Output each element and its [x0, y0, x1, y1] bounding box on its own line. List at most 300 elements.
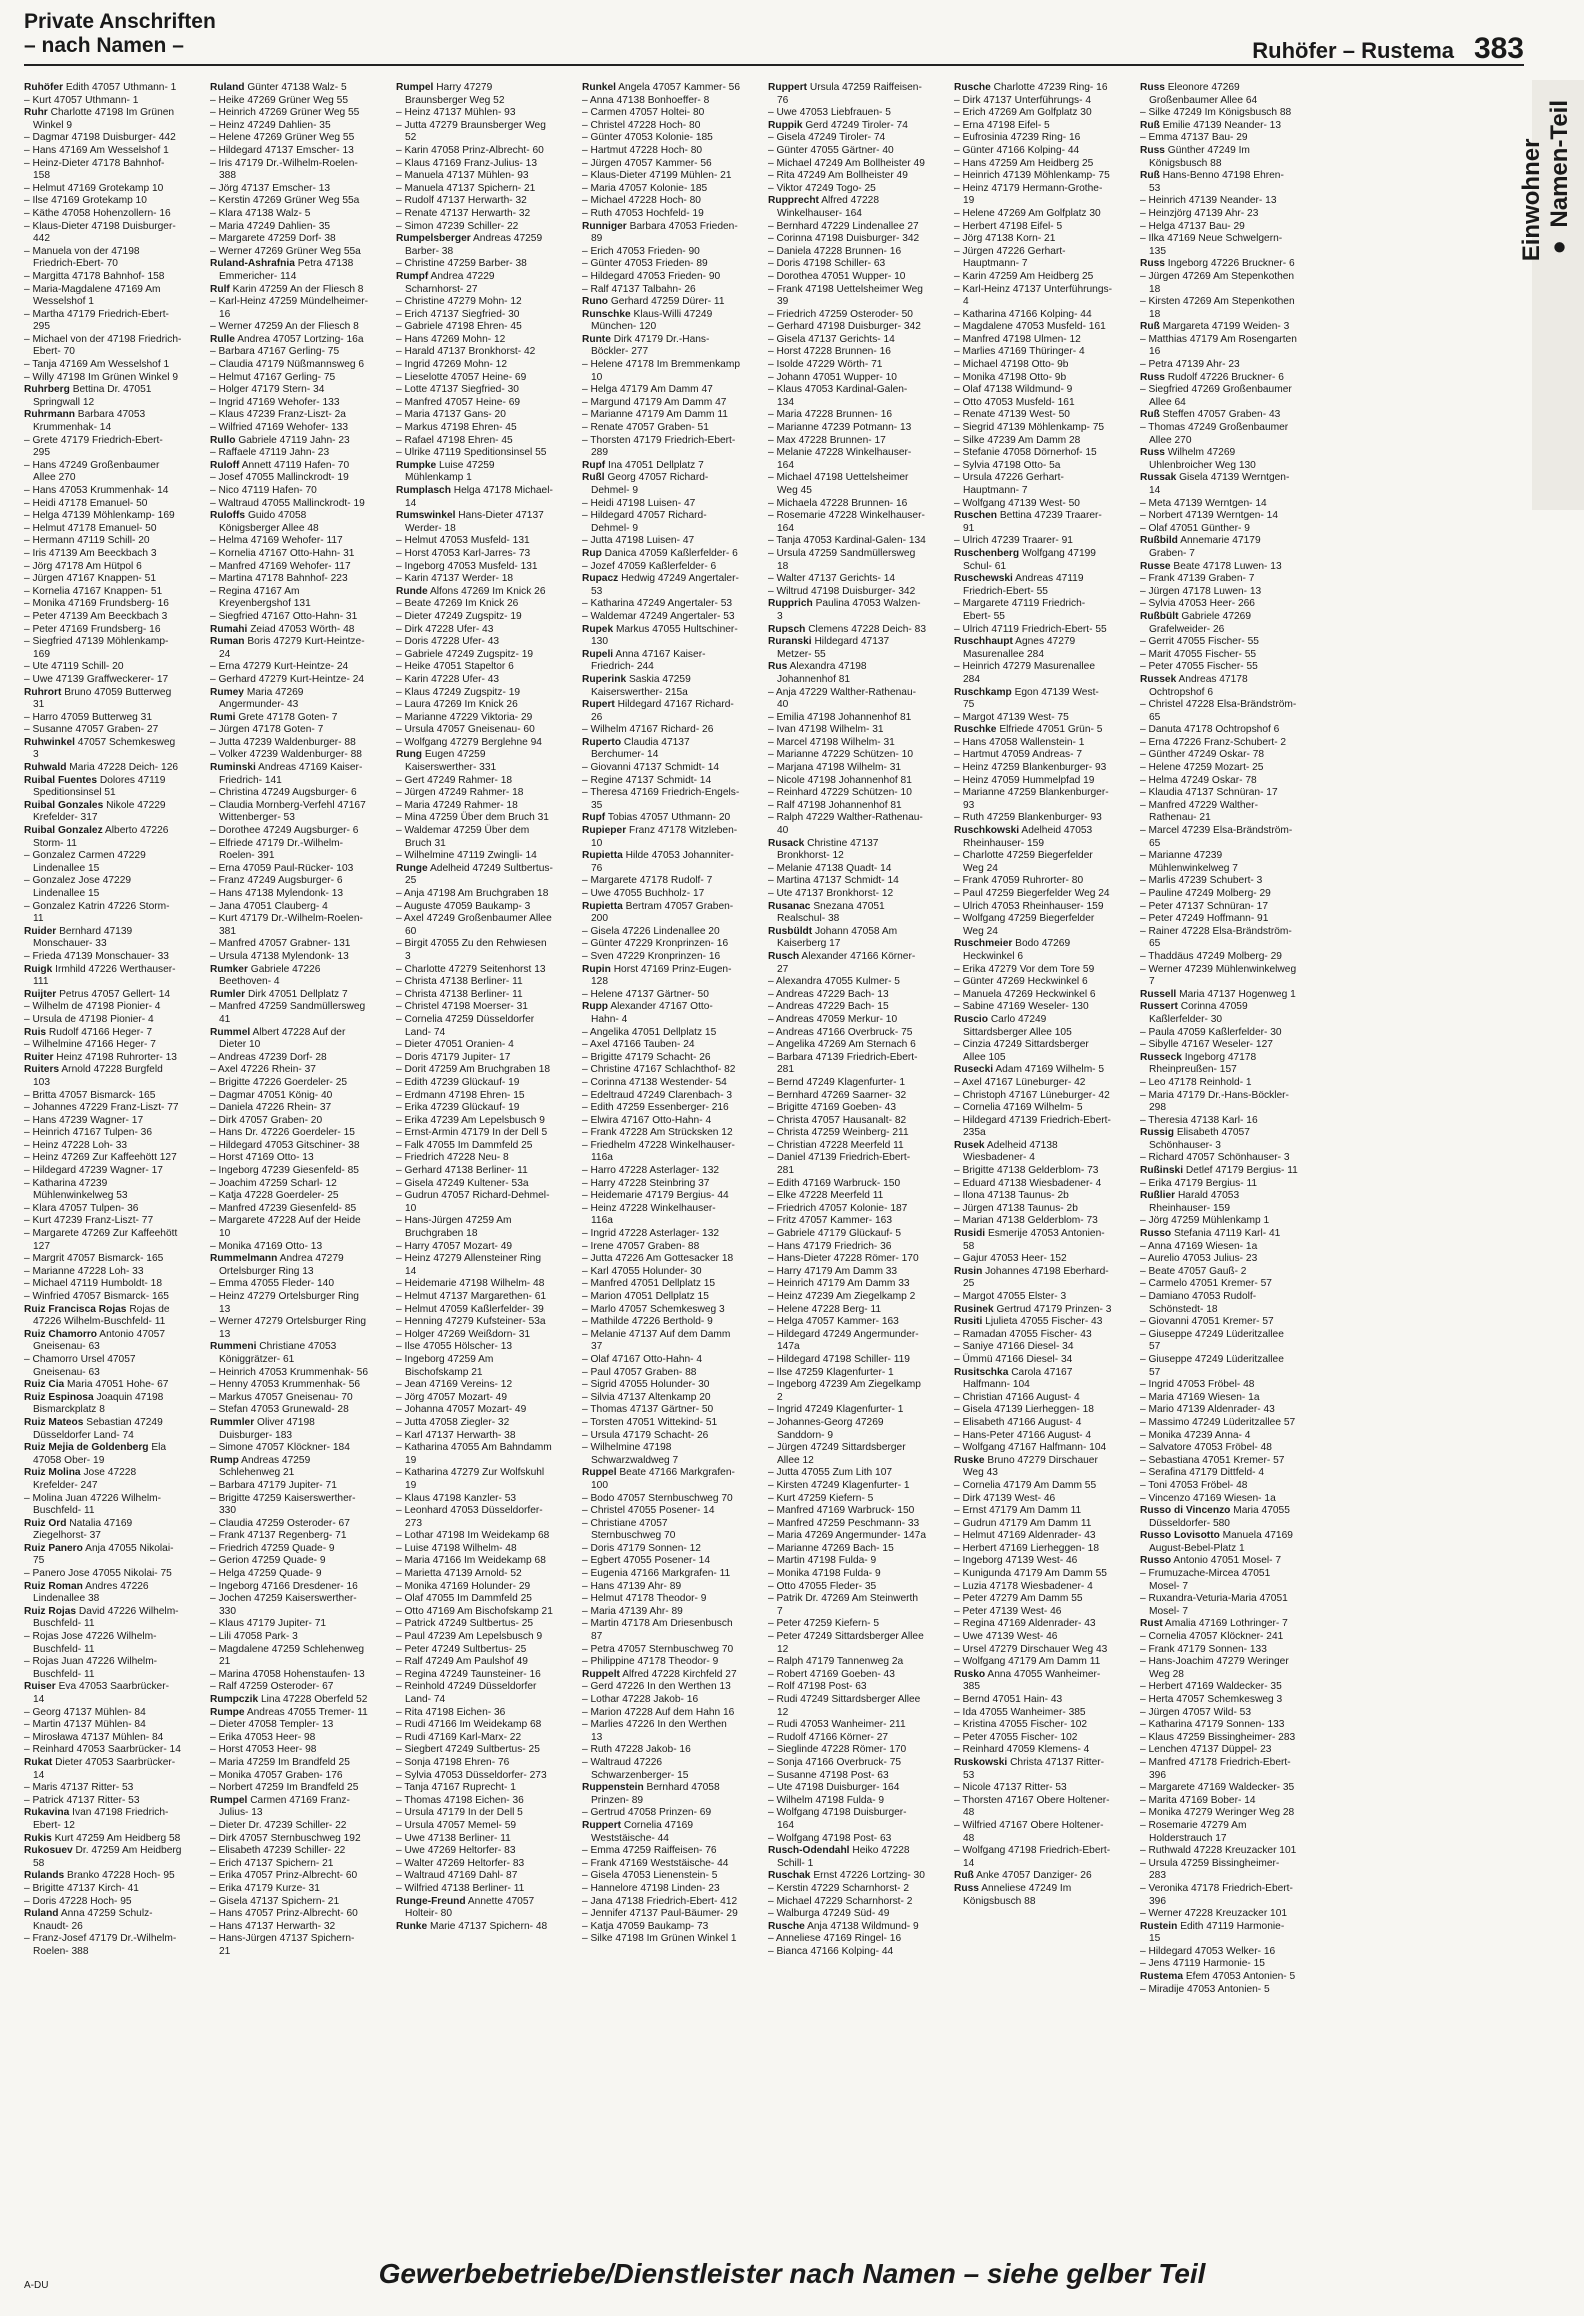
directory-entry	[582, 1064, 740, 1077]
entry-detail: – Ursula 47057 Memel- 59	[396, 1819, 517, 1831]
directory-entry	[24, 535, 182, 548]
directory-entry	[396, 1127, 554, 1140]
entry-detail: – Mathilde 47226 Berthold- 9	[582, 1316, 713, 1328]
entry-surname: Ruschen	[954, 510, 998, 522]
directory-entry	[210, 838, 368, 863]
entry-surname: Rupeli	[582, 648, 614, 660]
directory-entry	[210, 561, 368, 574]
entry-detail: – Marianne 47269 Bach- 15	[768, 1542, 894, 1554]
entry-detail: – Herbert 47198 Eifel- 5	[954, 220, 1063, 232]
entry-detail: – Marietta 47139 Arnold- 52	[396, 1568, 522, 1580]
entry-surname: Russ	[1140, 144, 1165, 156]
entry-detail: Anja 47138 Wildmund- 9	[807, 1920, 919, 1932]
directory-entry	[768, 1215, 926, 1228]
entry-detail: – Heinrich 47179 Am Damm 33	[768, 1278, 910, 1290]
entry-detail: – Christine 47167 Schlachthof- 82	[582, 1064, 736, 1076]
entry-surname: Russ	[1140, 82, 1165, 93]
entry-detail: – Christian 47166 August- 4	[954, 1391, 1080, 1403]
entry-detail: – Käthe 47058 Hohenzollern- 16	[24, 207, 171, 219]
directory-entry	[954, 787, 1112, 812]
directory-entry	[768, 1921, 926, 1934]
entry-detail: – Christa 47259 Weinberg- 211	[768, 1127, 909, 1139]
directory-entry	[210, 384, 368, 397]
entry-detail: – Heinz-Dieter 47178 Bahnhof- 158	[24, 157, 165, 182]
entry-detail: – Dorit 47259 Am Bruchgraben 18	[396, 1064, 551, 1076]
entry-detail: – Ursula 47179 Schacht- 26	[582, 1429, 709, 1441]
directory-entry	[954, 1140, 1112, 1165]
directory-entry	[210, 1530, 368, 1543]
entry-detail: – Rafael 47198 Ehren- 45	[396, 434, 513, 446]
directory-entry	[396, 712, 554, 725]
entry-detail: – Klaus 47053 Kardinal-Galen- 134	[768, 384, 908, 408]
entry-detail: – Jürgen 47138 Taunus- 2b	[954, 1202, 1078, 1214]
directory-entry	[954, 1341, 1112, 1354]
directory-entry	[1140, 1694, 1298, 1707]
entry-detail: – Heidemarie 47198 Wilhelm- 48	[396, 1278, 545, 1290]
directory-entry	[582, 1858, 740, 1871]
directory-entry	[768, 472, 926, 497]
directory-entry	[1140, 800, 1298, 825]
directory-entry	[210, 1631, 368, 1644]
entry-surname: Ruhrmann	[24, 409, 75, 421]
directory-entry	[582, 964, 740, 989]
directory-entry	[1140, 107, 1298, 120]
entry-detail: – Leonhard 47053 Düsseldorfer- 273	[396, 1505, 543, 1529]
directory-entry	[582, 334, 740, 359]
entry-detail: – Frank 47059 Ruhrorter- 80	[954, 875, 1084, 887]
directory-entry	[582, 95, 740, 108]
directory-entry	[210, 1367, 368, 1380]
entry-detail: – Dirk 47139 West- 46	[954, 1492, 1056, 1504]
entry-detail: – Erdmann 47198 Ehren- 15	[396, 1089, 525, 1101]
entry-detail: – Waldemar 47249 Angertaler- 53	[582, 610, 735, 622]
entry-detail: – Klaus 47179 Jupiter- 71	[210, 1618, 327, 1630]
directory-entry	[24, 1782, 182, 1795]
directory-entry	[210, 636, 368, 661]
entry-detail: – Gerion 47259 Quade- 9	[210, 1555, 326, 1567]
entry-detail: – Heinz 47239 Am Ziegelkamp 2	[768, 1291, 916, 1302]
entry-detail: – Patrik Dr. 47269 Am Steinwerth 7	[768, 1593, 919, 1617]
entry-detail: – Jutta 47055 Zum Lith 107	[768, 1467, 893, 1479]
entry-detail: – Dorothea 47051 Wupper- 10	[768, 270, 906, 282]
entry-detail: – Helmut 47178 Emanuel- 50	[24, 522, 157, 534]
entry-detail: – Jochen 47259 Kaiserswerther- 330	[210, 1593, 357, 1617]
directory-entry	[582, 1077, 740, 1090]
directory-entry	[210, 1404, 368, 1417]
directory-entry	[24, 1870, 182, 1883]
entry-surname: Rupp	[582, 1001, 609, 1013]
entry-detail: – Marianne 47229 Schützen- 10	[768, 749, 913, 761]
directory-entry	[768, 1593, 926, 1618]
entry-detail: – Eufrosinia 47239 Ring- 16	[954, 132, 1081, 144]
entry-detail: – Dirk 47057 Sternbuschweg 192	[210, 1832, 361, 1844]
directory-entry	[1140, 1984, 1298, 1997]
entry-detail: Klaus-Willi 47249 München- 120	[591, 308, 713, 333]
directory-entry	[396, 1870, 554, 1883]
entry-surname: Russell	[1140, 988, 1177, 1000]
directory-entry	[1140, 1707, 1298, 1720]
directory-entry	[1140, 1190, 1298, 1215]
directory-entry	[396, 1392, 554, 1405]
entry-detail: – Marianne 47259 Blankenburger- 93	[954, 787, 1109, 811]
entry-detail: – Melanie 47228 Winkelhauser- 164	[768, 447, 912, 471]
entry-detail: – Karl-Heinz 47137 Unterführungs- 4	[954, 283, 1112, 308]
entry-surname: Ruminski	[210, 762, 256, 774]
entry-detail: – Jürgen 47167 Knappen- 51	[24, 573, 156, 585]
directory-entry	[24, 1039, 182, 1052]
entry-surname: Runo	[582, 296, 609, 308]
entry-detail: Alexandra 47198 Johannenhof 81	[777, 661, 867, 685]
entry-detail: – Peter 47169 Frundsberg- 16	[24, 623, 161, 635]
entry-detail: – Michael 47229 Scharnhorst- 2	[768, 1895, 913, 1907]
directory-entry	[24, 1001, 182, 1014]
entry-detail: – Harald 47137 Bronkhorst- 42	[396, 346, 536, 358]
directory-entry	[210, 221, 368, 234]
entry-detail: Maria 47055 Düsseldorfer- 580	[1149, 1505, 1290, 1529]
directory-entry	[954, 1845, 1112, 1870]
directory-entry	[954, 1568, 1112, 1581]
directory-entry	[768, 1077, 926, 1090]
entry-detail: – Margarete 47259 Dorf- 38	[210, 233, 336, 245]
directory-entry	[24, 1278, 182, 1291]
directory-entry	[24, 1253, 182, 1266]
entry-detail: – Manfred 47057 Heine- 69	[396, 396, 521, 408]
directory-entry	[582, 1203, 740, 1228]
entry-detail: – Günter 47053 Kolonie- 185	[582, 132, 713, 144]
directory-entry	[954, 661, 1112, 686]
entry-detail: Bodo 47269 Heckwinkel 6	[963, 938, 1071, 962]
entry-detail: – Gisela 47053 Lienenstein- 5	[582, 1870, 718, 1882]
directory-entry	[1140, 1744, 1298, 1757]
entry-detail: – Thomas 47249 Großenbaumer Allee 270	[1140, 422, 1289, 446]
entry-detail: Paulina 47053 Walzen- 3	[777, 598, 921, 622]
entry-detail: – Martin 47178 Am Driesenbusch 87	[582, 1618, 733, 1643]
entry-detail: – Anneliese 47169 Ringel- 16	[768, 1933, 902, 1945]
entry-detail: – Brigitte 47259 Kaiserswerther- 330	[210, 1492, 356, 1517]
directory-entry	[1140, 535, 1298, 560]
directory-entry	[1140, 1215, 1298, 1228]
directory-entry	[396, 258, 554, 271]
entry-detail: – Uwe 47138 Berliner- 11	[396, 1832, 511, 1844]
entry-detail: – Dieter 47058 Templer- 13	[210, 1719, 334, 1731]
directory-entry	[210, 1215, 368, 1240]
directory-entry	[582, 1102, 740, 1115]
entry-detail: – Reinhold 47249 Düsseldorfer Land- 74	[396, 1681, 537, 1705]
entry-detail: Nikole 47229 Krefelder- 317	[33, 799, 166, 824]
directory-entry	[768, 1241, 926, 1254]
entry-detail: – Johann 47051 Wupper- 10	[768, 371, 897, 383]
entry-detail: – Frieda 47139 Monschauer- 33	[24, 950, 169, 962]
entry-detail: – Birgit 47055 Zu den Rehwiesen 3	[396, 938, 547, 962]
directory-entry	[1140, 1908, 1298, 1921]
directory-entry	[396, 1770, 554, 1783]
entry-detail: – Jürgen 47057 Wild- 53	[1140, 1706, 1251, 1718]
directory-entry	[1140, 901, 1298, 914]
entry-detail: – Peter 47139 West- 46	[954, 1605, 1062, 1617]
entry-detail: – Wilhelm de 47198 Pionier- 4	[24, 1001, 161, 1013]
directory-entry	[954, 1077, 1112, 1090]
entry-detail: – Henning 47279 Kufsteiner- 53a	[396, 1316, 546, 1328]
entry-detail: – Heinz 47259 Blankenburger- 93	[954, 762, 1107, 774]
entry-detail: – Klaus-Dieter 47199 Mühlen- 21	[582, 170, 732, 182]
directory-entry	[396, 737, 554, 750]
directory-entry	[396, 233, 554, 258]
entry-detail: – Michael 47249 Am Bollheister 49	[768, 157, 925, 169]
entry-detail: Claudia 47137 Berchumer- 14	[591, 736, 690, 761]
entry-detail: – Hans 47239 Wagner- 17	[24, 1114, 144, 1126]
directory-entry	[1140, 82, 1298, 107]
directory-entry	[396, 1669, 554, 1682]
entry-detail: – Ralph 47179 Tannenweg 2a	[768, 1656, 904, 1668]
entry-detail: Bertram 47057 Graben- 200	[591, 900, 734, 925]
directory-entry	[582, 170, 740, 183]
directory-entry	[24, 775, 182, 800]
entry-detail: – Heinz 47137 Mühlen- 93	[396, 107, 516, 119]
directory-entry	[582, 1669, 740, 1682]
entry-detail: – Harry 47228 Steinbring 37	[582, 1177, 710, 1189]
directory-entry	[24, 1681, 182, 1706]
directory-entry	[1140, 1568, 1298, 1593]
entry-detail: – Peter 47249 Sultbertus- 25	[396, 1643, 527, 1655]
directory-entry	[954, 1694, 1112, 1707]
entry-surname: Ruibal Gonzales	[24, 799, 104, 811]
entry-detail: Angela 47057 Kammer- 56	[618, 82, 740, 93]
entry-surname: Ruhwinkel	[24, 736, 75, 748]
directory-entry	[582, 1291, 740, 1304]
entry-detail: Hilde 47053 Johanniter- 76	[591, 850, 734, 874]
entry-surname: Rusecki	[954, 1064, 994, 1076]
directory-entry	[768, 1795, 926, 1808]
entry-detail: – Norbert 47259 Im Brandfeld 25	[210, 1782, 359, 1794]
directory-entry	[1140, 762, 1298, 775]
entry-detail: Carola 47167 Halfmann- 104	[963, 1366, 1073, 1391]
directory-entry	[954, 737, 1112, 750]
directory-entry	[954, 1367, 1112, 1392]
entry-detail: Elfriede 47051 Grün- 5	[999, 724, 1103, 736]
directory-entry	[396, 1090, 554, 1103]
entry-detail: – Erna 47059 Paul-Rücker- 103	[210, 862, 354, 874]
entry-detail: – Andreas 47239 Dorf- 28	[210, 1051, 327, 1063]
entry-detail: – Wilhelm 47198 Fulda- 9	[768, 1794, 885, 1806]
entry-surname: Ruiz Mejia de Goldenberg	[24, 1442, 149, 1454]
entry-detail: – Klaus 47198 Kanzler- 53	[396, 1492, 517, 1504]
entry-detail: – Wilfried 47138 Berliner- 11	[396, 1882, 525, 1894]
directory-entry	[954, 1757, 1112, 1782]
directory-entry	[24, 384, 182, 409]
directory-entry	[582, 901, 740, 926]
directory-entry	[210, 1090, 368, 1103]
directory-entry	[396, 1379, 554, 1392]
entry-detail: – Christine 47259 Barber- 38	[396, 258, 527, 270]
directory-entry	[954, 1505, 1112, 1518]
entry-detail: – Raffaele 47119 Jahn- 23	[210, 447, 330, 459]
entry-detail: – Torsten 47051 Wittekind- 51	[582, 1416, 718, 1428]
entry-detail: Andreas 47178 Ochtropshof 6	[1149, 673, 1248, 698]
directory-entry	[24, 271, 182, 284]
entry-detail: – Bernd 47249 Klagenfurter- 1	[768, 1076, 906, 1088]
entry-detail: – Dorothee 47249 Augsburger- 6	[210, 825, 359, 837]
directory-entry	[768, 1367, 926, 1380]
directory-entry	[768, 951, 926, 976]
entry-detail: – Kunigunda 47179 Am Damm 55	[954, 1568, 1107, 1580]
directory-entry	[396, 1707, 554, 1720]
entry-detail: – Vincenzo 47169 Wiesen- 1a	[1140, 1492, 1276, 1504]
directory-entry	[210, 120, 368, 133]
entry-detail: – Ingrid 47169 Wehofer- 133	[210, 396, 340, 408]
entry-surname: Ruschhaupt	[954, 636, 1013, 648]
entry-surname: Rustema	[1140, 1971, 1184, 1983]
entry-detail: – Hans Dr. 47226 Goerdeler- 15	[210, 1127, 355, 1139]
directory-columns	[24, 82, 1499, 2232]
entry-detail: – Helene 47228 Berg- 11	[768, 1303, 882, 1315]
entry-surname: Rusche	[768, 1920, 805, 1932]
entry-surname: Rulf	[210, 283, 230, 295]
entry-detail: – Friedrich 47259 Osteroder- 50	[768, 308, 913, 320]
directory-entry	[768, 737, 926, 750]
directory-entry	[1140, 1329, 1298, 1354]
directory-entry	[954, 132, 1112, 145]
entry-detail: – Heinrich 47139 Neander- 13	[1140, 195, 1277, 207]
entry-detail: – Maria 47057 Kolonie- 185	[582, 182, 708, 194]
entry-detail: – Markus 47198 Ehren- 45	[396, 422, 517, 434]
entry-detail: Andrea 47057 Lortzing- 16a	[237, 333, 364, 345]
entry-detail: – Renate 47139 West- 50	[954, 409, 1070, 421]
directory-entry	[768, 989, 926, 1002]
directory-entry	[210, 1190, 368, 1203]
entry-detail: – Peter 47249 Sittardsberger Allee 12	[768, 1631, 924, 1655]
directory-entry	[954, 1543, 1112, 1556]
directory-entry	[24, 1329, 182, 1354]
entry-detail: – Anja 47198 Am Bruchgraben 18	[396, 888, 549, 899]
entry-detail: – Marcel 47198 Wilhelm- 31	[768, 736, 895, 748]
entry-detail: – Jozef 47059 Kaßlerfelder- 6	[582, 560, 717, 572]
entry-detail: – Dieter 47249 Zugspitz- 19	[396, 610, 522, 622]
directory-entry	[24, 901, 182, 926]
entry-surname: Rullo	[210, 434, 236, 446]
directory-entry	[954, 158, 1112, 171]
directory-entry	[582, 472, 740, 497]
directory-entry	[24, 145, 182, 158]
directory-entry	[1140, 661, 1298, 674]
directory-entry	[396, 913, 554, 938]
entry-detail: – Manfred 47229 Walther-Rathenau- 21	[1140, 799, 1258, 824]
entry-detail: – Heinz 47279 Ortelsburger Ring 13	[210, 1291, 359, 1315]
directory-entry	[24, 687, 182, 712]
directory-entry	[582, 825, 740, 850]
directory-entry	[24, 208, 182, 221]
entry-detail: – Patrick 47137 Ritter- 53	[24, 1794, 140, 1806]
entry-detail: – Erika 47057 Prinz-Albrecht- 60	[210, 1870, 358, 1882]
directory-entry	[1140, 1807, 1298, 1820]
entry-detail: – Andreas 47229 Bach- 15	[768, 1001, 889, 1013]
directory-entry	[768, 1908, 926, 1921]
directory-entry	[396, 863, 554, 888]
directory-entry	[1140, 1493, 1298, 1506]
directory-entry	[582, 1581, 740, 1594]
entry-detail: – Jörg 47137 Emscher- 13	[210, 182, 331, 194]
entry-detail: Andreas 47055 Tremer- 11	[246, 1706, 368, 1718]
entry-detail: – Reinhard 47229 Schützen- 10	[768, 787, 912, 799]
entry-detail: – Walburga 47249 Süd- 49	[768, 1908, 890, 1920]
entry-detail: – Max 47228 Brunnen- 17	[768, 434, 886, 446]
directory-entry	[1140, 1165, 1298, 1178]
directory-entry	[396, 435, 554, 448]
entry-detail: – Wilfried 47167 Obere Holtener- 48	[954, 1819, 1104, 1844]
directory-entry	[396, 1152, 554, 1165]
entry-detail: – Dagmar 47051 König- 40	[210, 1089, 333, 1101]
directory-entry	[768, 1732, 926, 1745]
entry-detail: – Walter 47137 Gerichts- 14	[768, 573, 896, 585]
directory-entry	[954, 624, 1112, 637]
entry-detail: – Kerstin 47269 Grüner Weg 55a	[210, 195, 360, 207]
directory-entry	[954, 409, 1112, 422]
directory-entry	[582, 1908, 740, 1921]
directory-entry	[396, 1329, 554, 1342]
directory-entry	[1140, 598, 1298, 611]
directory-entry	[24, 1883, 182, 1896]
entry-detail: – Tanja 47167 Ruprecht- 1	[396, 1782, 516, 1794]
directory-entry	[24, 1102, 182, 1115]
directory-entry	[768, 1379, 926, 1404]
directory-entry	[768, 687, 926, 712]
directory-entry	[210, 1140, 368, 1153]
entry-detail: – Erna 47279 Kurt-Heintze- 24	[210, 661, 349, 673]
entry-detail: – Jürgen 47226 Gerhart-Hauptmann- 7	[954, 245, 1066, 270]
directory-entry	[582, 724, 740, 737]
directory-entry	[582, 1933, 740, 1946]
entry-detail: – Ulrich 47239 Traarer- 91	[954, 535, 1073, 547]
entry-detail: – Herta 47057 Schemkesweg 3	[1140, 1694, 1283, 1705]
entry-detail: – Hans-Jürgen 47259 Am Bruchgraben 18	[396, 1215, 512, 1240]
directory-entry	[396, 598, 554, 611]
directory-entry	[582, 737, 740, 762]
directory-entry	[396, 1354, 554, 1379]
entry-detail: – Hans 47139 Ahr- 89	[582, 1580, 682, 1592]
entry-surname: Rupf	[582, 459, 606, 471]
entry-detail: Manuela 47169 August-Bebel-Platz 1	[1149, 1530, 1293, 1554]
entry-detail: – Christiane 47057 Sternbuschweg 70	[582, 1517, 676, 1542]
entry-surname: Rukosuev	[24, 1845, 73, 1857]
entry-detail: – Johannes 47229 Franz-Liszt- 77	[24, 1102, 179, 1114]
directory-entry	[396, 1064, 554, 1077]
entry-detail: Anja 47055 Nikolai- 75	[33, 1542, 174, 1567]
entry-detail: – Edith 47169 Warbruck- 150	[768, 1177, 901, 1189]
directory-entry	[396, 1404, 554, 1417]
entry-detail: – Günter 47166 Kolping- 44	[954, 144, 1080, 156]
entry-detail: – Eugenia 47166 Markgrafen- 11	[582, 1568, 731, 1580]
directory-entry	[210, 687, 368, 712]
directory-entry	[768, 271, 926, 284]
directory-entry	[768, 384, 926, 409]
entry-detail: – Heidemarie 47179 Bergius- 44	[582, 1190, 729, 1202]
directory-entry	[954, 913, 1112, 938]
entry-detail: – Sibylle 47167 Weseler- 127	[1140, 1039, 1273, 1051]
directory-entry	[582, 183, 740, 196]
directory-entry	[396, 145, 554, 158]
directory-entry	[210, 611, 368, 624]
directory-entry	[396, 1606, 554, 1619]
directory-entry	[768, 1115, 926, 1128]
entry-surname: Russ	[1140, 371, 1165, 383]
entry-detail: – Simon 47239 Schiller- 22	[396, 220, 519, 232]
entry-surname: Rupacz	[582, 573, 619, 585]
directory-entry	[210, 321, 368, 334]
directory-entry	[768, 1001, 926, 1014]
entry-detail: – Hans-Dieter 47228 Römer- 170	[768, 1253, 919, 1265]
directory-entry	[210, 737, 368, 750]
entry-detail: – Erna 47226 Franz-Schubert- 2	[1140, 736, 1287, 748]
directory-entry	[24, 460, 182, 485]
